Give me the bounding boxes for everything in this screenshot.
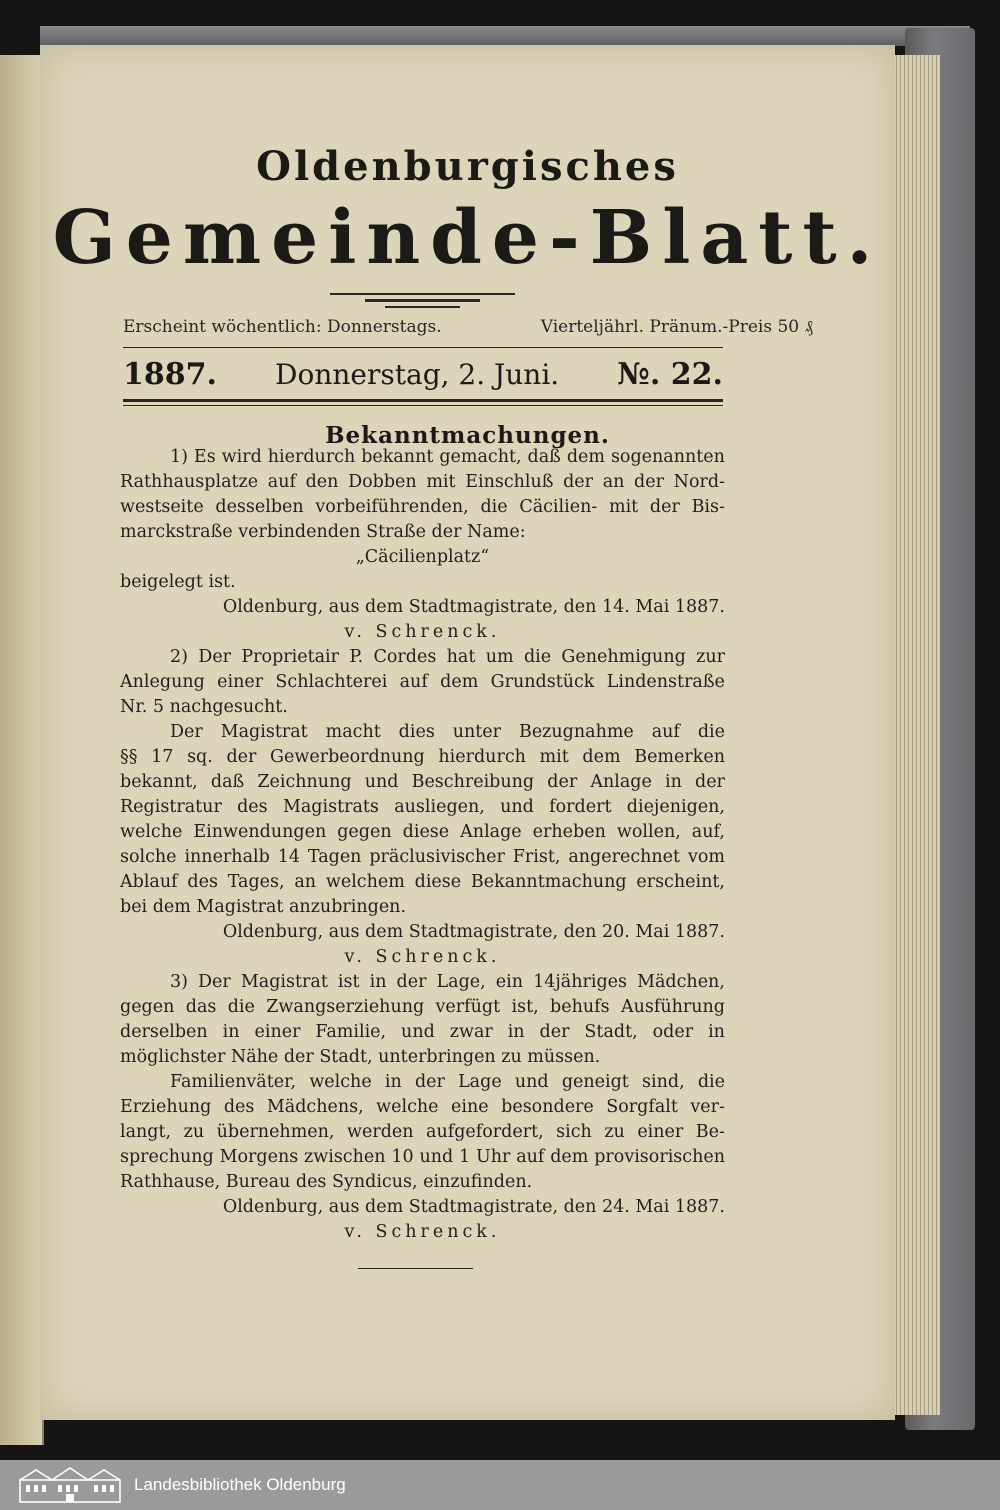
word: angerechnet [568,847,681,867]
word: solche [120,847,177,867]
word: an [602,472,625,492]
text-line: beigelegt ist. [120,572,236,592]
word: hat [446,647,476,667]
word: ver- [690,1097,725,1117]
word: Bekanntmachung [470,872,627,892]
left-page-edge [0,55,44,1445]
word: übernehmen, [216,1122,335,1142]
ornament-rule-bottom [385,306,460,308]
word: dem [440,672,479,692]
word: auf [651,722,680,742]
word: sogenannten [610,447,725,467]
word: behufs [550,997,610,1017]
word: welche [376,1097,439,1117]
text-line: marckstraße verbindenden Straße der Name: [120,522,526,542]
word: Bemerken [634,747,725,767]
word: der [396,972,427,992]
word: der [634,472,664,492]
text-line: möglichster Nähe der Stadt, unterbringen zu müssen. [120,1047,601,1067]
word: 10 [391,1147,414,1167]
word: einer [254,1022,301,1042]
text-line [120,445,725,470]
word: Schlachterei [275,672,388,692]
ornament-rule-top [330,293,515,295]
word: Gewerbeordnung [270,747,425,767]
word: der [226,747,257,767]
word: §§ [120,747,138,767]
text-line [120,645,725,670]
dateline-rule-thick [123,399,723,402]
text-line [120,870,725,895]
word: sich [556,1122,592,1142]
word: Zwangserziehung [266,997,425,1017]
word: eine [451,1097,489,1117]
word: den [305,472,339,492]
text-line [120,1120,725,1145]
word: Lindenstraße [606,672,725,692]
word: dies [398,722,435,742]
word: bekannt, [120,772,198,792]
masthead-title: Gemeinde-Blatt. [52,195,883,281]
word: Beschreibung [411,772,535,792]
text-line [120,1095,725,1120]
word: die [227,997,255,1017]
text-line [120,470,725,495]
word: und [514,1072,549,1092]
word: zwar [449,1022,493,1042]
word: Der [170,722,203,742]
text-line: Nr. 5 nachgesucht. [120,697,288,717]
word: an [294,872,317,892]
word: erheben [532,822,606,842]
signature-line: v. Schrenck. [344,622,501,642]
subtitle-rule [123,347,723,348]
word: Frist, [512,847,561,867]
newspaper-page [40,45,895,1420]
word: und [419,1147,454,1167]
word: westseite [120,497,204,517]
word: Zeichnung [257,772,352,792]
signature-line: v. Schrenck. [344,1222,501,1242]
word: hierdurch [438,747,526,767]
word: die [480,497,508,517]
word: zu [183,1122,205,1142]
word: dem [582,747,621,767]
word: daß [527,447,561,467]
word: Magistrat [240,972,328,992]
word: 1 [459,1147,471,1167]
dateline-rule-thin [123,405,723,406]
text-line [120,770,725,795]
word: auf [267,472,296,492]
word: Bezugnahme [518,722,634,742]
word: Tagen [307,847,362,867]
word: in [384,1072,402,1092]
word: 17 [151,747,174,767]
word: das [185,997,217,1017]
word: die [697,1072,725,1092]
word: und [401,1022,435,1042]
text-line [120,670,725,695]
text-line [120,720,725,745]
word: werden [347,1122,414,1142]
word: Ausführung [620,997,725,1017]
word: verfügt [435,997,501,1017]
word: aufgefordert, [426,1122,544,1142]
word: bekannt [361,447,434,467]
word: desselben [215,497,304,517]
word: in [222,1022,240,1042]
announcements-body [120,445,725,1245]
word: Lage [458,1072,502,1092]
word: der [563,472,594,492]
word: Morgens [219,1147,299,1167]
word: die [523,647,552,667]
word: 1) [170,447,188,467]
text-line: Rathhause, Bureau des Syndicus, einzufinden. [120,1172,533,1192]
text-line [120,820,725,845]
word: der [539,1022,570,1042]
word: vorbeiführenden, [315,497,469,517]
word: sq. [187,747,213,767]
word: Dobben [348,472,417,492]
word: Anlage [590,772,652,792]
word: mit [539,747,569,767]
word: Nord- [673,472,725,492]
publication-schedule: Erscheint wöchentlich: Donnerstags. [123,317,442,337]
word: die [697,722,725,742]
word: in [369,972,387,992]
word: sind, [642,1072,685,1092]
word: in [708,1022,725,1042]
word: Der [198,972,231,992]
word: fordert [549,797,612,817]
library-footer [0,1460,1000,1510]
word: Tages, [227,872,285,892]
issue-number: №. 22. [617,357,723,392]
library-building-icon [18,1466,122,1504]
issue-date: Donnerstag, 2. Juni. [275,358,560,391]
subscription-price: Vierteljährl. Pränum.-Preis 50 ₰ [540,317,813,337]
word: wollen, [616,822,681,842]
word: der [695,772,725,792]
word: in [507,1022,525,1042]
word: der [414,1072,445,1092]
masthead-line1: Oldenburgisches [256,143,679,190]
text-line: Oldenburg, aus dem Stadtmagistrate, den 24. Mai 1887. [222,1197,725,1217]
word: gemacht, [439,447,522,467]
word: Mädchens, [266,1097,364,1117]
word: 14 [277,847,300,867]
word: Be- [695,1122,725,1142]
word: langt, [120,1122,172,1142]
word: dem [550,1147,589,1167]
word: Erziehung [120,1097,212,1117]
text-line: bei dem Magistrat anzubringen. [120,897,407,917]
word: 3) [170,972,188,992]
word: sprechung [120,1147,214,1167]
word: gegen [337,822,392,842]
word: Proprietair [241,647,340,667]
word: diese [414,872,462,892]
text-line [120,845,725,870]
word: Rathhausplatze [120,472,259,492]
section-heading: Bekanntmachungen. [325,422,610,449]
word: welche [120,822,183,842]
word: Bis- [691,497,725,517]
word: Ablauf [120,872,178,892]
word: innerhalb [184,847,270,867]
word: daß [210,772,245,792]
word: Grundstück [490,672,595,692]
word: Anlegung [120,672,205,692]
word: mit [608,497,639,517]
word: ein [495,972,524,992]
word: dem [566,447,605,467]
end-rule [358,1268,473,1269]
text-line: Oldenburg, aus dem Stadtmagistrate, den 20. Mai 1887. [222,922,725,942]
word: Mädchen, [637,972,725,992]
word: Magistrat [220,722,308,742]
word: zwischen [304,1147,386,1167]
issue-year: 1887. [123,357,217,392]
text-line [120,970,725,995]
word: und [364,772,399,792]
subtitle-line [123,317,813,337]
word: hierdurch [267,447,356,467]
word: auf, [691,822,725,842]
word: geneigt [561,1072,629,1092]
text-line [120,745,725,770]
word: welchem [325,872,405,892]
word: und [500,797,534,817]
word: vom [687,847,725,867]
word: des [187,872,218,892]
word: oder [652,1022,694,1042]
word: Einwendungen [193,822,327,842]
word: wird [221,447,262,467]
word: um [485,647,514,667]
ornament-rule-mid [365,299,480,302]
word: diese [402,822,450,842]
word: Magistrats [282,797,379,817]
text-line [120,495,725,520]
word: der [547,772,578,792]
word: gegen [120,997,175,1017]
text-line: Oldenburg, aus dem Stadtmagistrate, den 14. Mai 1887. [222,597,725,617]
word: P. [349,647,364,667]
word: einer [217,672,264,692]
word: erscheint, [636,872,725,892]
word: zur [696,647,725,667]
word: 2) [170,647,188,667]
word: Es [193,447,216,467]
word: Stadt, [584,1022,638,1042]
text-line [120,795,725,820]
word: provisorischen [594,1147,725,1167]
word: Anlage [460,822,522,842]
word: zu [604,1122,625,1142]
text-line [120,1145,725,1170]
word: Sorgfalt [606,1097,678,1117]
text-line [120,995,725,1020]
word: in [664,772,682,792]
word: mit [426,472,456,492]
word: besondere [501,1097,594,1117]
word: des [223,1097,255,1117]
library-name: Landesbibliothek Oldenburg [134,1475,346,1494]
dateline [123,357,723,392]
word: 14jähriges [533,972,627,992]
word: Cordes [373,647,437,667]
word: derselben [120,1022,208,1042]
text-line [120,1020,725,1045]
word: ausliegen, [394,797,485,817]
word: ist, [511,997,539,1017]
word: Cäcilien- [519,497,598,517]
word: Einschluß [465,472,554,492]
word: Familienväter, [170,1072,297,1092]
word: macht [325,722,381,742]
word: auf [516,1147,545,1167]
text-line [120,1070,725,1095]
word: Uhr [476,1147,511,1167]
word: Familie, [315,1022,387,1042]
word: Der [198,647,232,667]
word: des [237,797,268,817]
word: der [649,497,680,517]
word: präclusivischer [369,847,505,867]
word: diejenigen, [626,797,725,817]
text-line: „Cäcilienplatz“ [355,547,490,567]
word: ist [337,972,360,992]
word: Lage, [436,972,486,992]
word: einer [637,1122,684,1142]
book-cover-top [40,26,970,46]
word: auf [399,672,428,692]
word: welche [309,1072,372,1092]
word: Registratur [120,797,222,817]
word: Genehmigung [561,647,686,667]
word: unter [452,722,502,742]
signature-line: v. Schrenck. [344,947,501,967]
